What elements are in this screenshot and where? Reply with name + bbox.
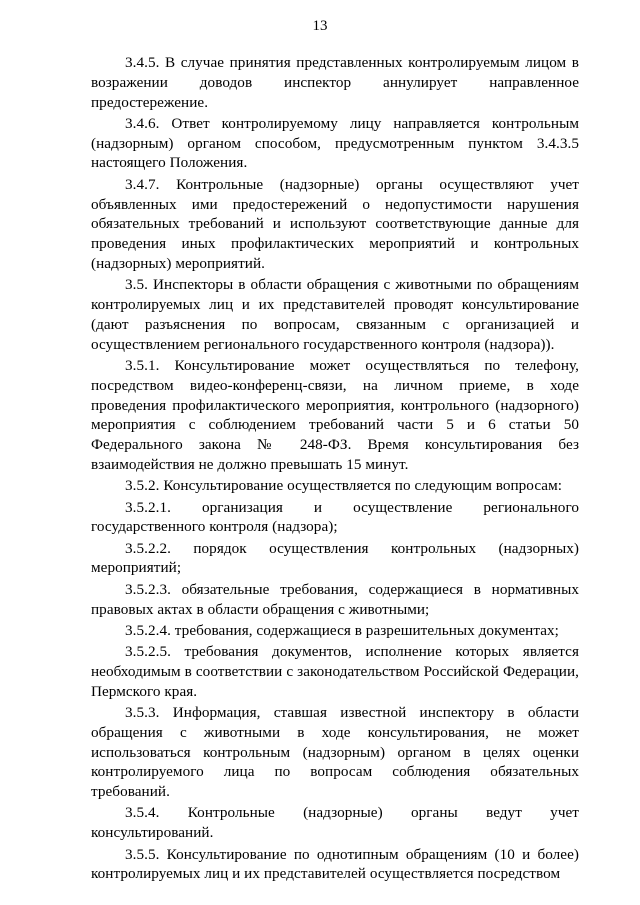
paragraph-3-5-3: 3.5.3. Информация, ставшая известной инспектору в области обращения с животными в ходе консультирования, не может использоваться контрольным (надзорным) органом в целях оценки контролируемого лица по вопросам соблюдения обязательных требований. bbox=[91, 704, 579, 801]
paragraph-3-5-1: 3.5.1. Консультирование может осуществляться по телефону, посредством видео-конференц-связи, на личном приеме, в ходе проведения профилактического мероприятия, контрольного (надзорного) мероприятия с соблюдением требований части 5 и 6 статьи 50 Федерального закона № 248-ФЗ. Время консультирования без взаимодействия не должно превышать 15 минут. bbox=[91, 356, 579, 473]
paragraph-3-5-4: 3.5.4. Контрольные (надзорные) органы ведут учет консультирований. bbox=[91, 804, 579, 842]
paragraph-3-5: 3.5. Инспекторы в области обращения с животными по обращениям контролируемых лиц и их представителей проводят консультирование (дают разъяснения по вопросам, связанным с организацией и осуществлением регионального государственного контроля (надзора)). bbox=[91, 276, 579, 353]
paragraph-3-5-2-1: 3.5.2.1. организация и осуществление регионального государственного контроля (надзора); bbox=[91, 498, 579, 536]
paragraph-3-5-2-2: 3.5.2.2. порядок осуществления контрольных (надзорных) мероприятий; bbox=[91, 539, 579, 577]
page-number: 13 bbox=[312, 18, 328, 34]
paragraph-3-4-5: 3.4.5. В случае принятия представленных контролируемым лицом в возражении доводов инспектор аннулирует направленное предостережение. bbox=[91, 54, 579, 111]
paragraph-3-5-2: 3.5.2. Консультирование осуществляется по следующим вопросам: bbox=[125, 477, 563, 495]
paragraph-3-4-6: 3.4.6. Ответ контролируемому лицу направляется контрольным (надзорным) органом способом, предусмотренным пунктом 3.4.3.5 настоящего Положения. bbox=[91, 114, 579, 172]
paragraph-3-4-7: 3.4.7. Контрольные (надзорные) органы осуществляют учет объявленных ими предостережений о недопустимости нарушения обязательных требований и используют соответствующие данные для проведения иных профилактических мероприятий и контрольных (надзорных) мероприятий. bbox=[91, 175, 579, 272]
paragraph-3-5-2-3: 3.5.2.3. обязательные требования, содержащиеся в нормативных правовых актах в области обращения с животными; bbox=[91, 580, 579, 618]
paragraph-3-5-2-5: 3.5.2.5. требования документов, исполнение которых является необходимым в соответствии с законодательством Российской Федерации, Пермского края. bbox=[91, 643, 579, 700]
paragraph-3-5-2-4: 3.5.2.4. требования, содержащиеся в разрешительных документах; bbox=[125, 621, 559, 639]
paragraph-3-5-5: 3.5.5. Консультирование по однотипным обращениям (10 и более) контролируемых лиц и их представителей осуществляется посредством bbox=[91, 845, 579, 883]
document-body bbox=[91, 53, 579, 884]
